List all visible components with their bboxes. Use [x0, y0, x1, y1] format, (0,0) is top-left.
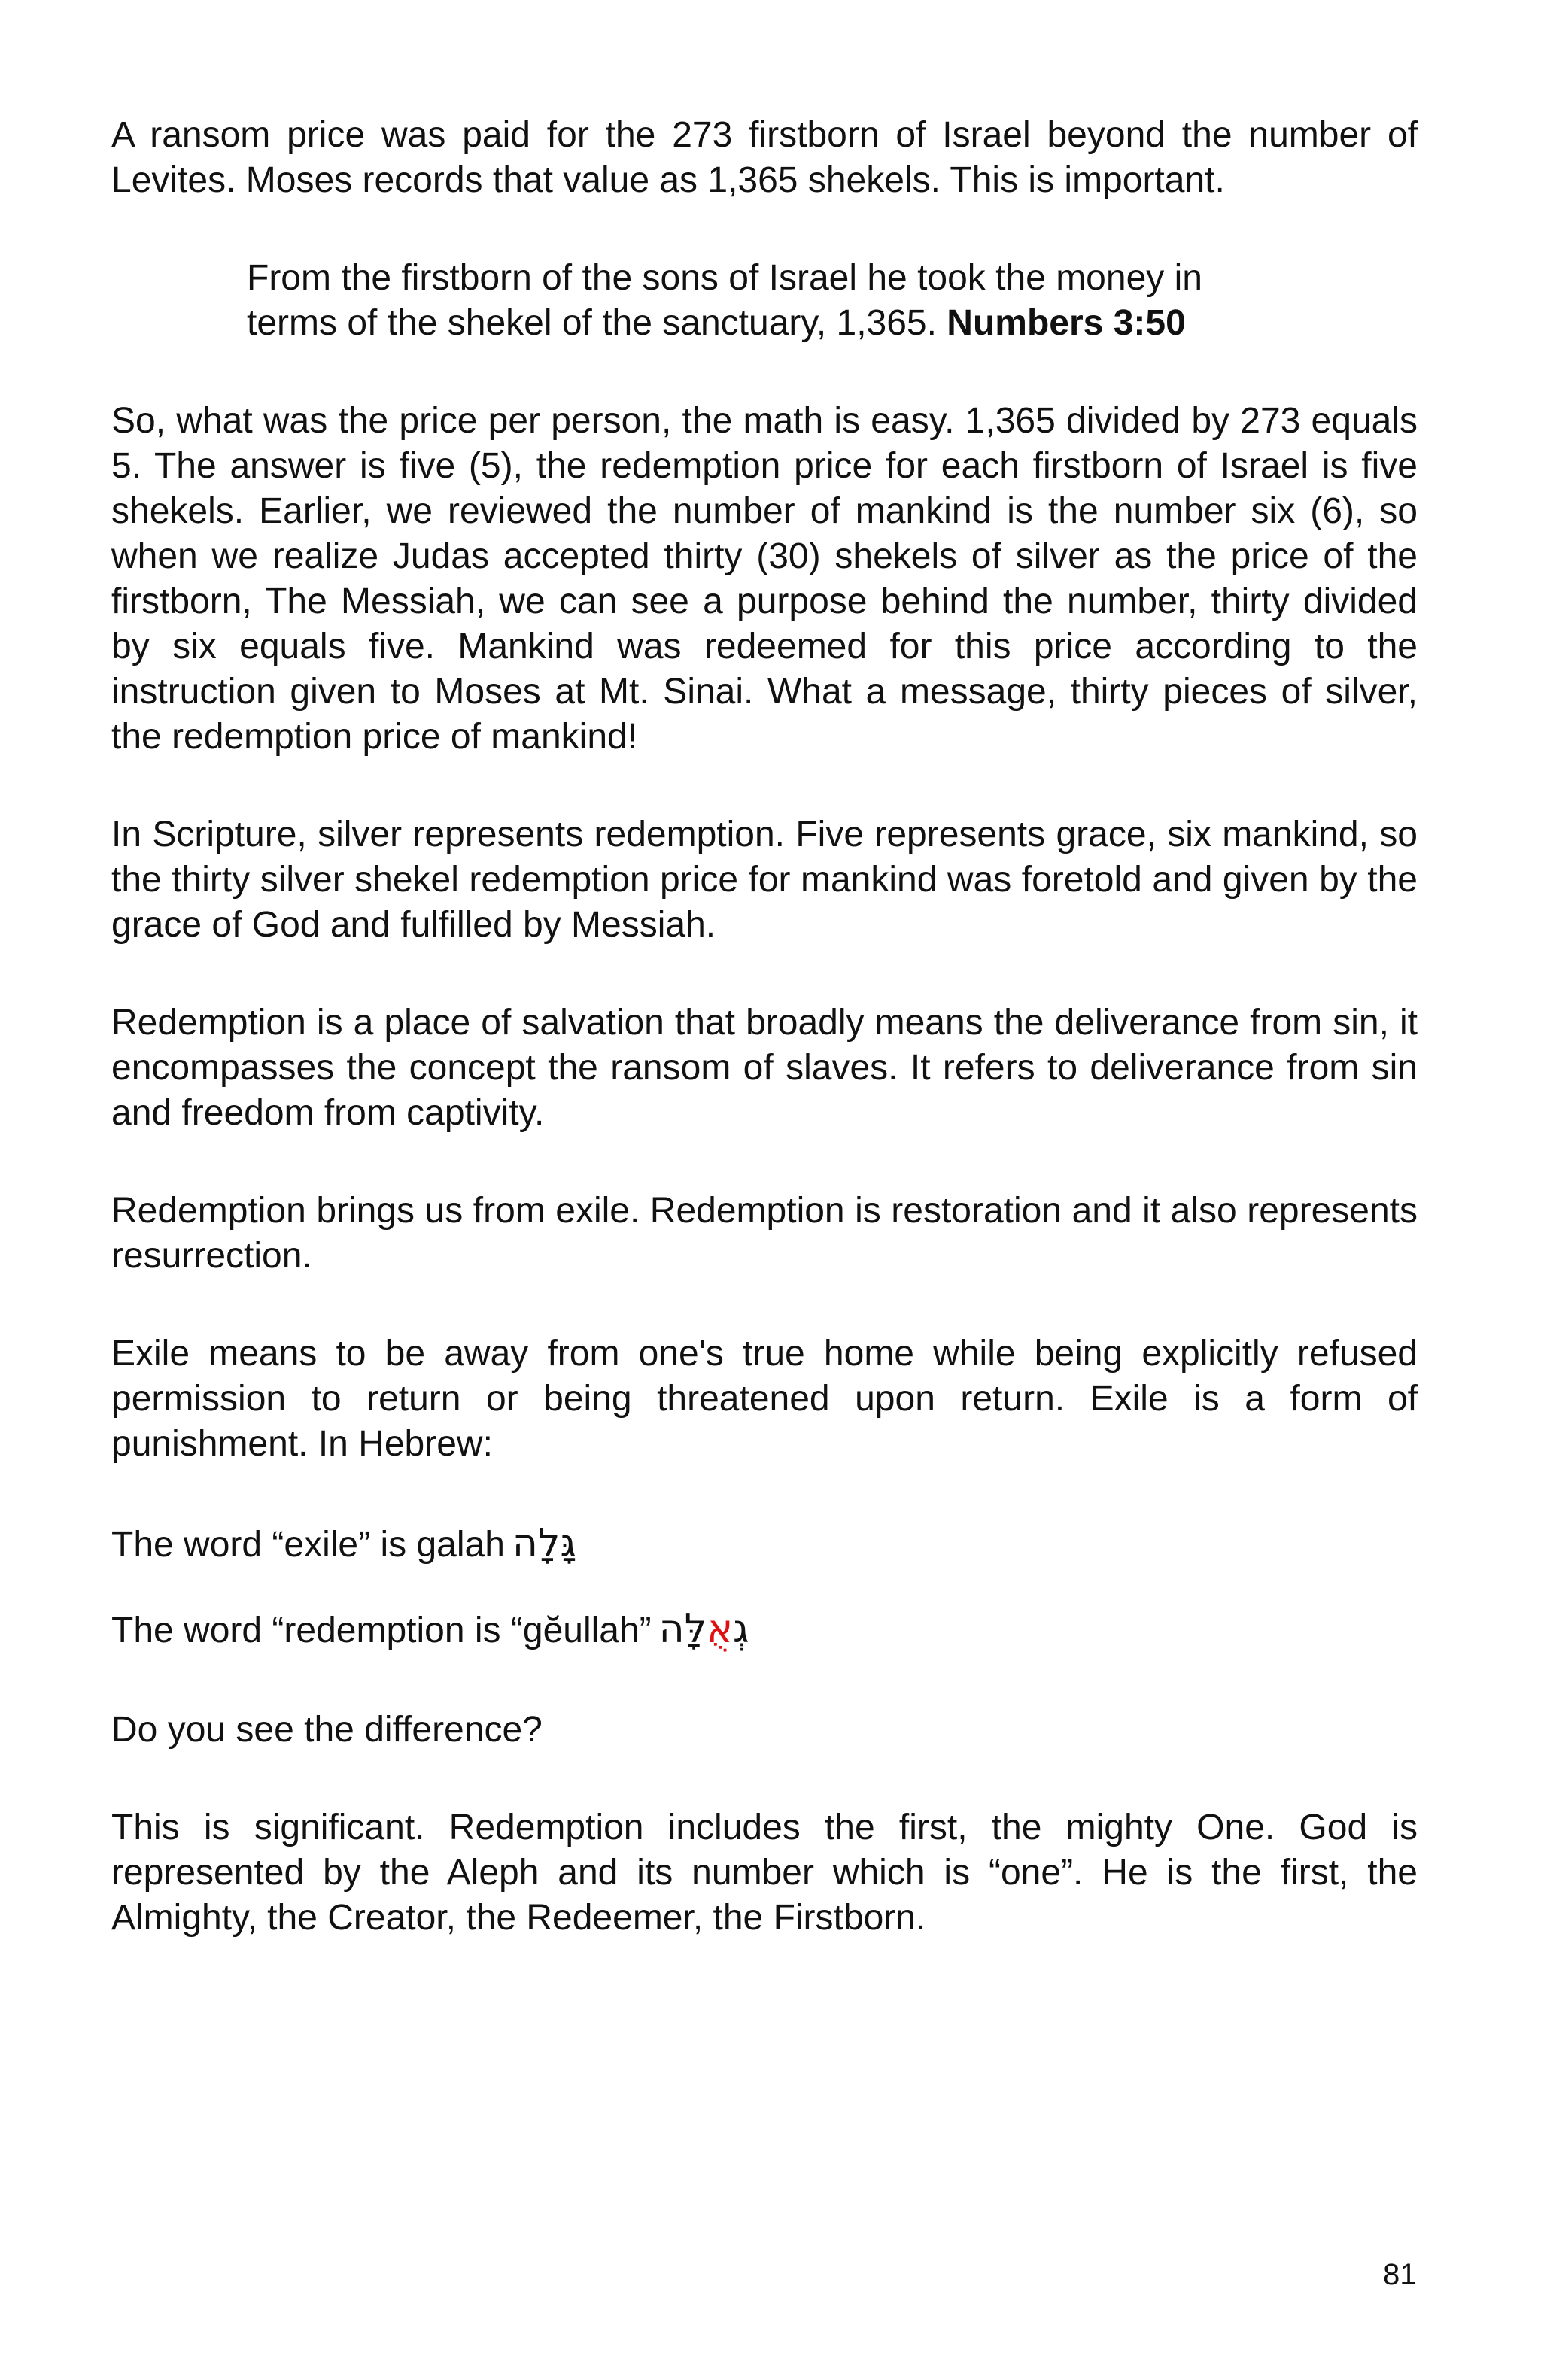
scripture-quote [247, 256, 1300, 346]
page-body [111, 113, 1418, 1941]
paragraph-redemption-exile: Redemption brings us from exile. Redemption is restoration and it also represents resurrection. [111, 1191, 1418, 1276]
exile-hebrew-word: גָּלָה [512, 1521, 576, 1566]
redemption-word-line [111, 1607, 1418, 1653]
paragraph-price-per-person: So, what was the price per person, the math is easy. 1,365 divided by 273 equals 5. The answer is five (5), the redemption price for each firstborn of Israel is five shekels. Earlier, we reviewed the number of mankind is the number six (6), so when we realize Judas accepted thirty (30) shekels of silver as the price of the firstborn, The Messiah, we can see a purpose behind the number, thirty divided by six equals five. Mankind was redeemed for this price according to the instruction given to Moses at Mt. Sinai. What a message, thirty pieces of silver, the redemption price of mankind! [111, 401, 1418, 757]
page-number: 81 [1383, 2258, 1417, 2291]
paragraph-significance: This is significant. Redemption includes the first, the mighty One. God is represented by the Aleph and its number which is “one”. He is the first, the Almighty, the Creator, the Redeemer, the Firstborn. [111, 1808, 1418, 1938]
exile-word-line [111, 1521, 1418, 1568]
hebrew-lamed-he: לָּה [658, 1607, 707, 1652]
paragraph-exile-definition: Exile means to be away from one's true home while being explicitly refused permission to return or being threatened upon return. Exile is a form of punishment. In Hebrew: [111, 1334, 1418, 1464]
quote-text: From the firstborn of the sons of Israel he took the money in terms of the shekel of the sanctuary, 1,365. [247, 258, 1202, 343]
quote-reference: Numbers 3:50 [947, 303, 1186, 343]
paragraph-ransom-price: A ransom price was paid for the 273 firstborn of Israel beyond the number of Levites. Moses records that value as 1,365 shekels. This is important. [111, 115, 1418, 200]
paragraph-question: Do you see the difference? [111, 1710, 543, 1750]
paragraph-silver-redemption: In Scripture, silver represents redemption. Five represents grace, six mankind, so the thirty silver shekel redemption price for mankind was foretold and given by the grace of God and fulfilled by Messiah. [111, 815, 1418, 945]
paragraph-redemption-definition: Redemption is a place of salvation that broadly means the deliverance from sin, it encompasses the concept the ransom of slaves. It refers to deliverance from sin and freedom from captivity. [111, 1003, 1418, 1133]
hebrew-gimel: גְ [732, 1607, 749, 1652]
redemption-hebrew-word [659, 1607, 749, 1652]
hebrew-aleph-highlight: אֻ [707, 1607, 733, 1652]
redemption-word-label: The word “redemption is “gĕullah” [111, 1610, 652, 1650]
exile-word-label: The word “exile” is galah [111, 1525, 505, 1565]
